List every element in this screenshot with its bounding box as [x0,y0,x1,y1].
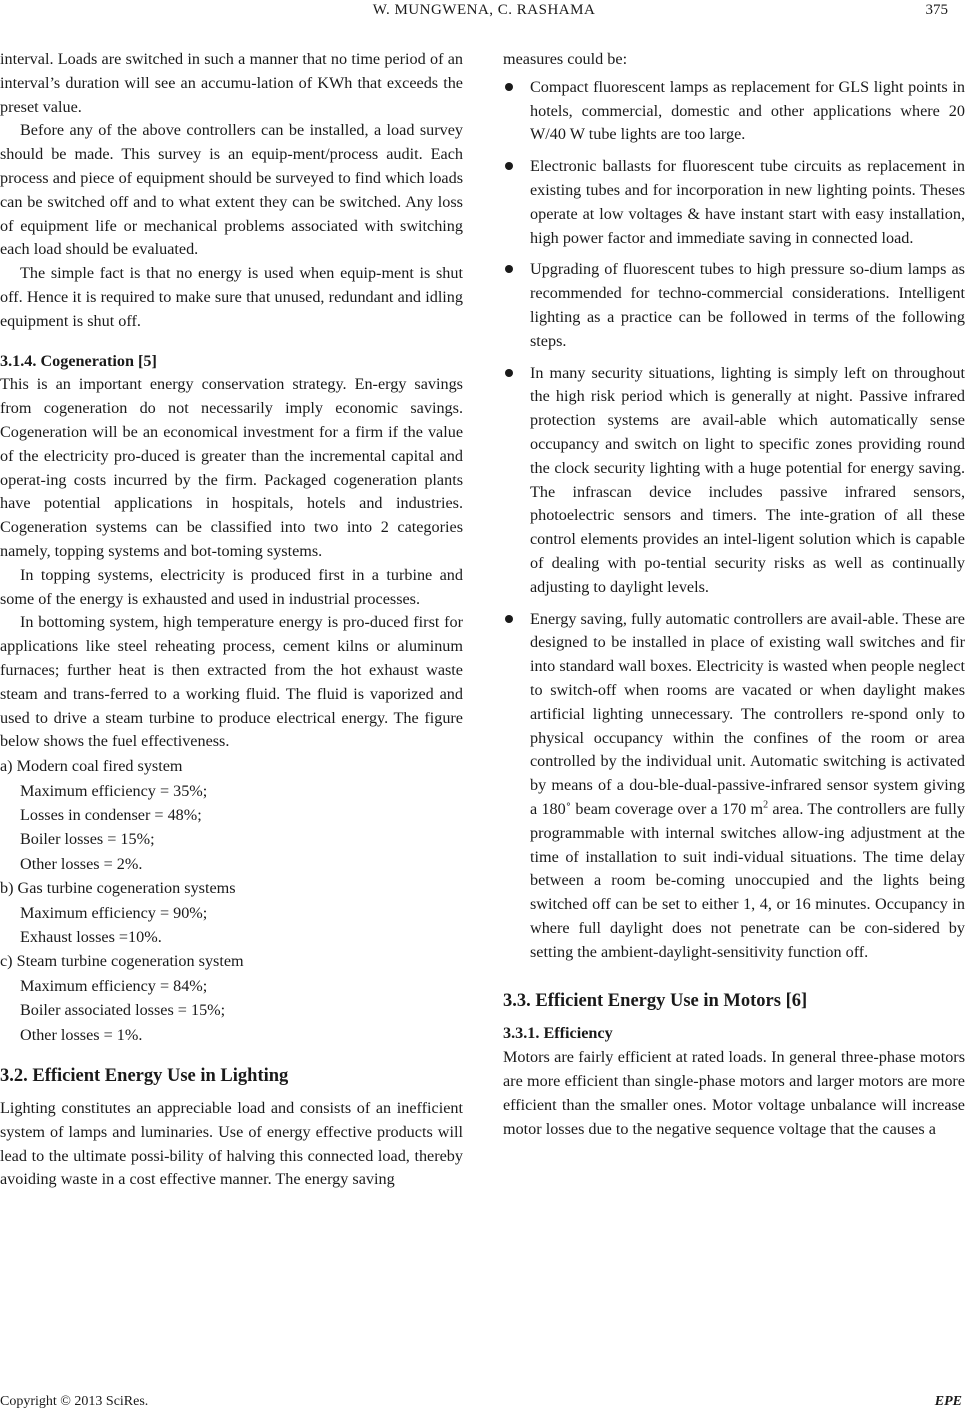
list-item: b) Gas turbine cogeneration systems [0,879,236,898]
paragraph: In bottoming system, high temperature energy is pro-duced first for applications like steel reheating process, cement kilns or aluminum furnaces; further heat is then extracted from the hot exhaust waste steam and trans-ferred to a working fluid. The fluid is vaporized and used to drive a steam turbine to produce electrical energy. The figure below shows the fuel effectiveness. [0,613,463,751]
list-item [503,362,965,600]
list-item: Boiler losses = 15%; [20,830,155,849]
list-item: Maximum efficiency = 84%; [20,976,208,995]
paragraph: Motors are fairly efficient at rated loads. In general three-phase motors are more efficient than single-phase motors and larger motors are more efficient than the smaller ones. Motor voltage unbalance will increase motor losses due to the negative sequence voltage that the causes a [503,1048,965,1138]
list-item: Maximum efficiency = 90%; [20,903,208,922]
bullet-text: Compact fluorescent lamps as replacement for GLS light points in hotels, commercial, domestic and other applications where 20 W/40 W tube lights are too large. [530,77,965,144]
bullet-text: Upgrading of fluorescent tubes to high pressure so-dium lamps as recommended for techno-commercial considerations. Intelligent lighting as a practice can be followed in terms of the following steps. [530,260,965,350]
section-heading-lighting: 3.2. Efficient Energy Use in Lighting [0,1065,289,1086]
bullet-icon [505,615,513,623]
paragraph: The simple fact is that no energy is used when equip-ment is shut off. Hence it is required to make sure that unused, redundant and idling equipment is shut off. [0,264,463,330]
right-column [503,48,965,1141]
paragraph: interval. Loads are switched in such a manner that no time period of an interval’s duration will see an accumu-lation of KWh that exceeds the preset value. [0,50,463,116]
page-number: 375 [925,2,948,18]
bullet-icon [505,265,513,273]
list-item: c) Steam turbine cogeneration system [0,952,244,971]
list-item [503,258,965,353]
bullet-text: Electronic ballasts for fluorescent tube circuits as replacement in existing tubes and for incorporation in new lighting points. Theses operate at low voltages & have instant start with easy installation, high power factor and immediate saving in connected load. [530,157,965,247]
list-item [503,76,965,147]
paragraph: Lighting constitutes an appreciable load and consists of an inefficient system of lamps and luminaries. Use of energy effective products will lead to the ultimate possi-bility of halving this connected load, thereby avoiding waste in a cost effective manner. The energy saving [0,1098,463,1189]
journal-abbreviation: EPE [934,1394,962,1409]
list-item [503,155,965,250]
copyright-notice: Copyright © 2013 SciRes. [0,1394,149,1409]
paragraph: In topping systems, electricity is produced first in a turbine and some of the energy is exhausted and used in industrial processes. [0,565,463,608]
list-item: Other losses = 2%. [20,854,143,873]
list-item: Boiler associated losses = 15%; [20,1001,226,1020]
paragraph: This is an important energy conservation strategy. En-ergy savings from cogeneration do not necessarily imply economic savings. Cogeneration will be an economical investment for a firm if the value of the electricity pro-duced is greater than the incremental capital and operat-ing costs incurred by the firm. Packaged cogeneration plants have potential applications in hospitals, hotels and industries. Cogeneration systems can be classified into two into 2 categories namely, topping systems and bot-toming systems. [0,375,463,560]
bullet-icon [505,83,513,91]
bullet-icon [505,369,513,377]
bullet-text [530,608,965,965]
list-item: Other losses = 1%. [20,1025,143,1044]
list-item [503,608,965,965]
page-header [0,0,968,26]
superscript: 2 [763,799,769,811]
list-item: Exhaust losses =10%. [20,927,162,946]
running-head: W. MUNGWENA, C. RASHAMA [372,2,596,18]
bullet-text-part: Energy saving, fully automatic controllers are avail-able. These are designed to be installed in place of existing wall switches and fir into standard wall boxes. Electricity is wasted when people neglect to switch-off when rooms are vacated or when daylight makes artificial lighting unnecessary. The controllers re-spond only to physical occupancy within the confines of the room or area controlled by the individual unit. Automatic switching is activated by means of a dou-ble-dual-passive-infrared sensor system giving a 180˚ beam coverage over a 170 m [530,609,965,818]
subsection-heading-cogeneration: 3.1.4. Cogeneration [5] [0,351,157,370]
left-column [0,48,463,1192]
list-item: Losses in condenser = 48%; [20,805,202,824]
bullet-icon [505,162,513,170]
paragraph: Before any of the above controllers can be installed, a load survey should be made. This survey is an equip-ment/process audit. Each process and piece of equipment should be surveyed to find which loads can be switched off and to what extent they can be switched. Any loss of equipment life or mechanical problems associated with switching each load should be evaluated. [0,121,463,259]
list-item: a) Modern coal fired system [0,757,183,776]
paragraph: measures could be: [503,50,628,68]
bullet-list [503,76,965,965]
bullet-text-part: area. The controllers are fully programmable with internal switches allow-ing adjustment at the time of installation to suit indi-vidual situations. The time delay between a room be-coming unoccupied and the lights being switched off can be set to either 1, 4, or 16 minutes. Occupancy in where full daylight does not penetrate can be con-sidered by setting the ambient-daylight-sensitivity function off. [530,799,965,961]
list-item: Maximum efficiency = 35%; [20,781,208,800]
subsection-heading-efficiency: 3.3.1. Efficiency [503,1024,613,1043]
section-heading-motors: 3.3. Efficient Energy Use in Motors [6] [503,991,808,1012]
bullet-text: In many security situations, lighting is simply left on throughout the high risk period which is generally at night. Passive infrared protection systems are avail-able which automatically sense occupancy and switch on light to specific zones providing round the clock security lighting with a huge potential for energy saving. The infrascan device includes passive infrared sensors, photoelectric sensors and timers. The inte-gration of all these control elements provides an intel-ligent solution which is capable of dealing with po-tential security risks as well as continually adjusting to daylight levels. [530,363,965,596]
